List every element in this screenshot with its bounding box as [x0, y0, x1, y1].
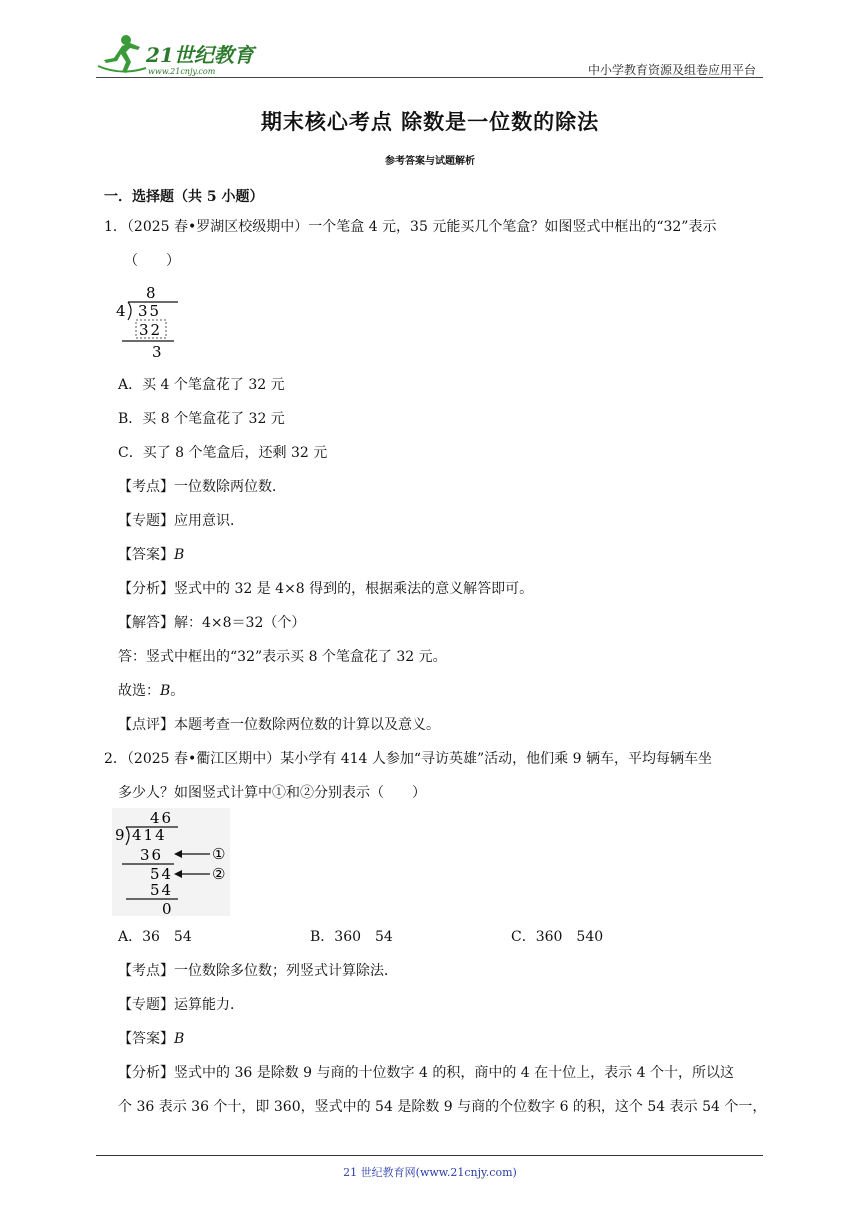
q2-answer-value: B: [174, 1031, 185, 1047]
q1-answer-value: B: [174, 547, 185, 563]
q1-jieda: 【解答】解：4×8＝32（个）: [118, 615, 306, 631]
q1-option-c: C．买了 8 个笔盒后，还剩 32 元: [118, 445, 328, 461]
q2-product-2: 54: [150, 881, 174, 899]
q1-option-b: B．买 8 个笔盒花了 32 元: [118, 411, 285, 427]
logo-url: www.21cnjy.com: [148, 67, 216, 76]
section-heading: 一．选择题（共 5 小题）: [104, 189, 264, 205]
q1-guxuan-label: 故选：: [118, 683, 160, 699]
q1-dividend: 35: [138, 302, 162, 320]
footer-link[interactable]: 21 世纪教育网(www.21cnjy.com): [343, 1166, 517, 1179]
q2-remainder: 0: [162, 900, 172, 918]
q2-product-1: 36: [140, 846, 164, 864]
q1-guxuan-end: 。: [170, 683, 185, 699]
q1-fenxi: 【分析】竖式中的 32 是 4×8 得到的，根据乘法的意义解答即可。: [118, 581, 534, 597]
q2-quotient: 46: [150, 809, 174, 827]
q2-kaodian: 【考点】一位数除多位数；列竖式计算除法．: [118, 963, 398, 979]
q1-quotient: 8: [146, 284, 156, 302]
header-divider: [96, 77, 763, 78]
q2-answer-label: 【答案】: [118, 1031, 174, 1047]
q2-dividend: 414: [132, 826, 167, 844]
q1-stem-line1: 1．（2025 春•罗湖区校级期中）一个笔盒 4 元，35 元能买几个笔盒？如图竖式中框出的“32”表示: [104, 219, 717, 235]
page-subtitle: 参考答案与试题解析: [385, 156, 475, 167]
q2-option-a: A．36 54: [118, 929, 192, 945]
q2-mark-1: ①: [212, 845, 226, 863]
q1-guxuan-value: B: [160, 683, 171, 699]
q1-division-figure: [112, 282, 192, 368]
q1-divisor: 4: [116, 302, 126, 320]
q2-zhuanti: 【专题】运算能力．: [118, 997, 244, 1013]
q1-answer-label: 【答案】: [118, 547, 174, 563]
q2-mark-2: ②: [212, 865, 226, 883]
q1-option-a: A．买 4 个笔盒花了 32 元: [118, 377, 285, 393]
q2-fenxi-line2: 个 36 表示 36 个十，即 360，竖式中的 54 是除数 9 与商的个位数字 6 的积，这个 54 表示 54 个一，: [118, 1099, 767, 1115]
q1-zhuanti: 【专题】应用意识．: [118, 513, 244, 529]
q2-partial-remainder: 54: [150, 865, 174, 883]
q1-stem-line2: （ ）: [124, 253, 180, 269]
q1-product: 32: [139, 321, 163, 339]
runner-icon: [98, 35, 146, 73]
logo: [96, 30, 266, 78]
q1-da: 答：竖式中框出的“32”表示买 8 个笔盒花了 32 元。: [118, 649, 447, 665]
footer-divider: [96, 1155, 763, 1156]
q2-option-b: B．360 54: [310, 929, 393, 945]
q2-fenxi-line1: 【分析】竖式中的 36 是除数 9 与商的十位数字 4 的积，商中的 4 在十位上，表示 4 个十，所以这: [118, 1065, 734, 1081]
q2-option-c: C．360 540: [511, 929, 604, 945]
q1-dianping: 【点评】本题考查一位数除两位数的计算以及意义。: [118, 717, 440, 733]
q1-answer: [118, 545, 184, 565]
q2-division-figure: [112, 808, 242, 924]
q2-stem-line1: 2．（2025 春•衢江区期中）某小学有 414 人参加“寻访英雄”活动，他们乘 9 辆车，平均每辆车坐: [104, 751, 712, 767]
page-title: 期末核心考点 除数是一位数的除法: [260, 109, 600, 134]
q2-stem-line2: 多少人？如图竖式计算中①和②分别表示（ ）: [118, 785, 426, 801]
q2-divisor: 9: [115, 826, 125, 844]
logo-text: 21世纪教育: [146, 43, 254, 67]
q1-kaodian: 【考点】一位数除两位数．: [118, 479, 286, 495]
q1-guxuan: [118, 681, 184, 701]
q2-answer: [118, 1029, 184, 1049]
platform-name: 中小学教育资源及组卷应用平台: [587, 63, 756, 77]
q1-remainder: 3: [152, 343, 162, 361]
